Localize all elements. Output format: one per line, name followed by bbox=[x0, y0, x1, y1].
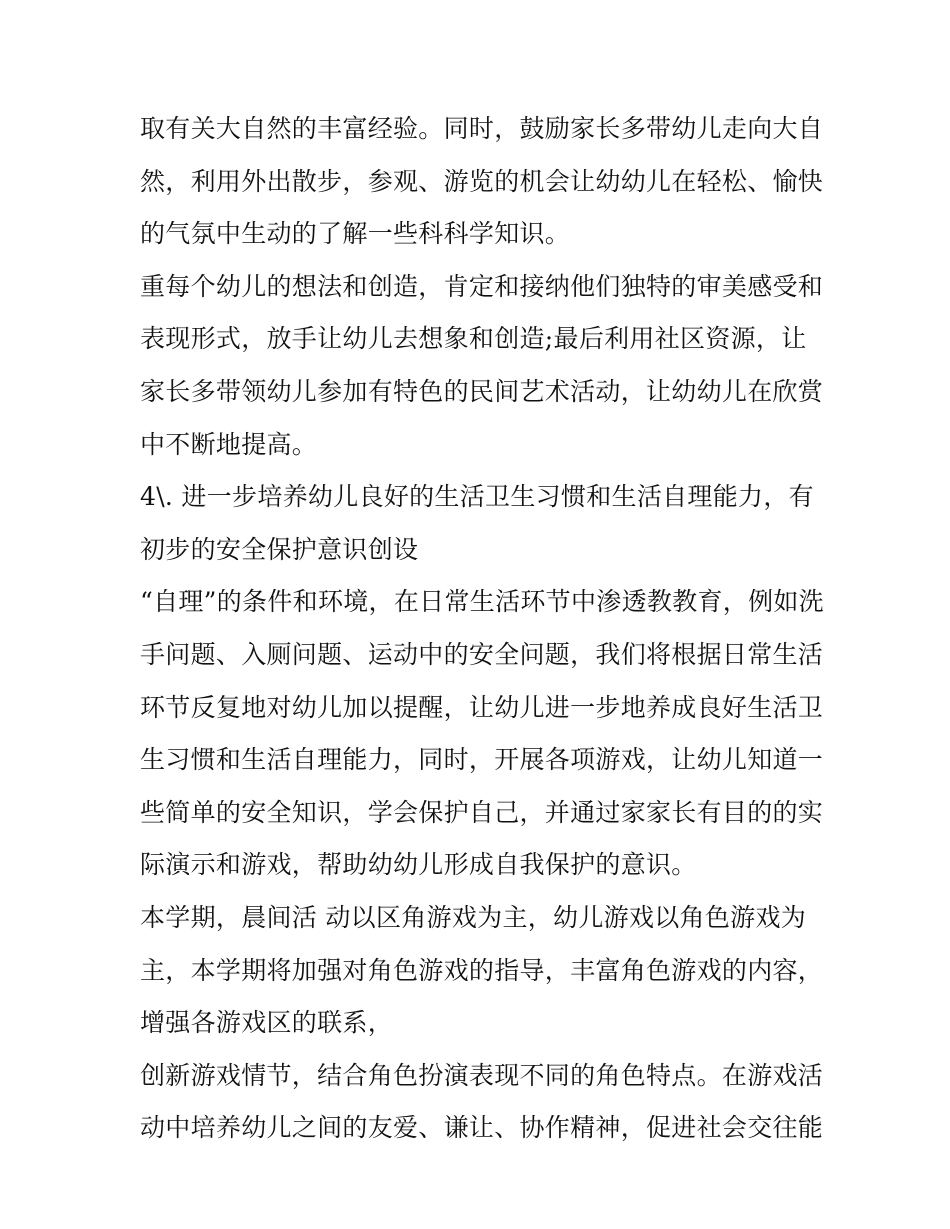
text-line: “自理”的条件和环境，在日常生活环节中渗透教教育，例如洗 bbox=[140, 587, 824, 617]
text-line: 然，利用外出散步，参观、游览的机会让幼幼儿在轻松、愉快 bbox=[140, 166, 824, 196]
text-line: 4\. 进一步培养幼儿良好的生活卫生习惯和生活自理能力，有 bbox=[140, 482, 814, 512]
text-line: 初步的安全保护意识创设 bbox=[140, 534, 419, 564]
text-line: 中不断地提高。 bbox=[140, 429, 318, 459]
text-line: 增强各游戏区的联系， bbox=[140, 1008, 394, 1038]
text-line: 家长多带领幼儿参加有特色的民间艺术活动，让幼幼儿在欣赏 bbox=[140, 376, 824, 406]
text-line: 的气氛中生动的了解一些科科学知识。 bbox=[140, 219, 571, 249]
text-line: 手问题、入厕问题、运动中的安全问题，我们将根据日常生活 bbox=[140, 639, 824, 669]
text-line: 环节反复地对幼儿加以提醒，让幼儿进一步地养成良好生活卫 bbox=[140, 692, 824, 722]
text-line: 生习惯和生活自理能力，同时，开展各项游戏，让幼儿知道一 bbox=[140, 745, 824, 775]
text-line: 际演示和游戏，帮助幼幼儿形成自我保护的意识。 bbox=[140, 850, 697, 880]
text-line: 本学期，晨间活 动以区角游戏为主，幼儿游戏以角色游戏为 bbox=[140, 902, 807, 932]
text-line: 些简单的安全知识，学会保护自己，并通过家家长有目的的实 bbox=[140, 797, 824, 827]
text-line: 动中培养幼儿之间的友爱、谦让、协作精神，促进社会交往能 bbox=[140, 1113, 824, 1143]
text-line: 重每个幼儿的想法和创造，肯定和接纳他们独特的审美感受和 bbox=[140, 271, 824, 301]
text-line: 取有关大自然的丰富经验。同时，鼓励家长多带幼儿走向大自 bbox=[140, 114, 824, 143]
text-line: 表现形式，放手让幼儿去想象和创造;最后利用社区资源，让 bbox=[140, 324, 807, 354]
text-line: 创新游戏情节，结合角色扮演表现不同的角色特点。在游戏活 bbox=[140, 1060, 824, 1090]
body-text bbox=[140, 103, 840, 1155]
text-line: 主，本学期将加强对角色游戏的指导，丰富角色游戏的内容， bbox=[140, 955, 824, 985]
